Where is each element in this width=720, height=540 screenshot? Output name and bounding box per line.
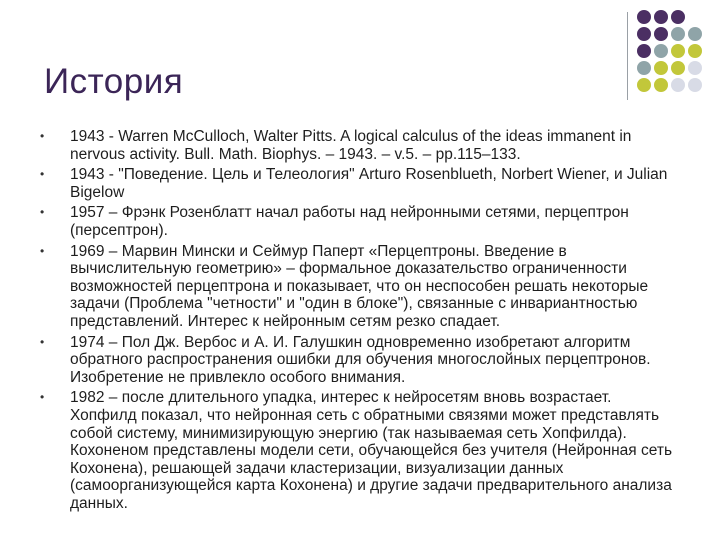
decorative-dot-empty (688, 10, 702, 24)
decorative-dot (637, 78, 651, 92)
history-content (40, 128, 680, 515)
decorative-dot (654, 10, 668, 24)
decorative-dot (637, 10, 651, 24)
decorative-dot (671, 78, 685, 92)
decorative-dot (688, 44, 702, 58)
history-item-1957-rosenblatt: • 1957 – Фрэнк Розенблатт начал работы над нейронными сетями, перцептрон (персептрон). (40, 204, 680, 239)
history-item-1943-mcculloch: • 1943 - Warren McCulloch, Walter Pitts. A logical calculus of the ideas immanent in nervous activity. Bull. Math. Biophys. – 1943. – v.5. – pp.115–133. (40, 128, 680, 163)
history-item-1969-minsky: • 1969 – Марвин Мински и Сеймур Паперт «Перцептроны. Введение в вычислительную геометрию» – формальное доказательство ограниченности возможностей перцептрона и показывает, что он неспособен решать некоторые задачи (Проблема "четности" и "один в блоке"), связанные с инвариантностью представлений. Интерес к нейронным сетям резко спадает. (40, 243, 680, 331)
history-list (40, 128, 680, 512)
history-item-1974-werbos: • 1974 – Пол Дж. Вербос и А. И. Галушкин одновременно изобретают алгоритм обратного распространения ошибки для обучения многослойных перцептронов. Изобретение не привлекло особого внимания. (40, 334, 680, 387)
decorative-dot (671, 44, 685, 58)
decorative-dot (671, 61, 685, 75)
decorative-dot (637, 27, 651, 41)
decorative-dot (654, 27, 668, 41)
decorative-dot (654, 78, 668, 92)
page-title: История (44, 62, 184, 101)
decorative-dot (654, 61, 668, 75)
history-item-1982-hopfield: • 1982 – после длительного упадка, интерес к нейросетям вновь возрастает. Хопфилд показал, что нейронная сеть с обратными связями может представлять собой систему, минимизирующую энергию (так называемая сеть Хопфилда). Кохоненом представлены модели сети, обучающейся без учителя (Нейронная сеть Кохонена), решающей задачи кластеризации, визуализации данных (самоорганизующейся карта Кохонена) и другие задачи предварительного анализа данных. (40, 389, 680, 512)
decorative-dot (637, 61, 651, 75)
decorative-dot (654, 44, 668, 58)
decorative-dot (688, 78, 702, 92)
decorative-dots-grid (637, 10, 702, 92)
decorative-divider-line (627, 12, 628, 100)
history-item-1943-rosenblueth: • 1943 - "Поведение. Цель и Телеология" Arturo Rosenblueth, Norbert Wiener, и Julian Bigelow (40, 166, 680, 201)
decorative-dot (671, 27, 685, 41)
decorative-dot (637, 44, 651, 58)
decorative-dot (671, 10, 685, 24)
decorative-dot (688, 27, 702, 41)
decorative-dot (688, 61, 702, 75)
